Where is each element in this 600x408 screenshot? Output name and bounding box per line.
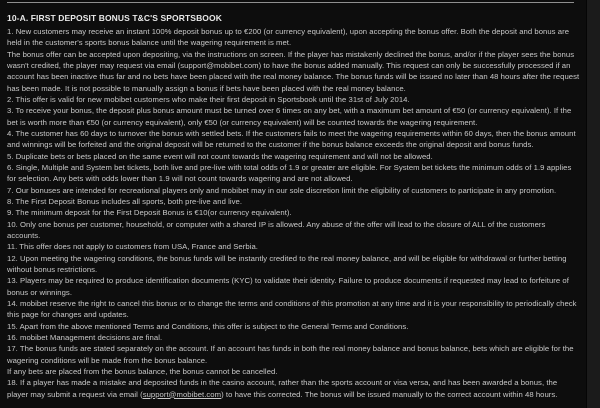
tc-paragraph-17: 17. The bonus funds are stated separately on the account. If an account has funds in both the real money balance and bonus balance, bets which are eligible for the wagering conditions will be made from the bonus balance. <box>7 344 574 365</box>
top-divider <box>7 2 574 3</box>
tc-paragraph-11: 11. This offer does not apply to customers from USA, France and Serbia. <box>7 242 258 252</box>
tc-paragraph-2: 2. This offer is valid for new mobibet customers who make their first deposit in Sportsbook until the 31st of July 2014. <box>7 94 410 104</box>
page-background-strip <box>586 0 600 408</box>
tc-paragraph-8: 8. The First Deposit Bonus includes all sports, both pre-live and live. <box>7 196 242 206</box>
tc-paragraph-1-continued: The bonus offer can be accepted upon depositing, via the instructions on screen. If the player has mistakenly declined the bonus, and/or if the player sees the bonus wasn't credited, the player may request via email (support@mobibet.com) to have the bonus added manually. This request can only be successfully processed if an account has been inactive thus far and no bets have been placed with the real money balance. The bonus funds will be issued no later than 48 hours after the request has been made. It is not possible to manually assign a bonus if bets have been placed with the real money balance. <box>7 49 580 93</box>
tc-paragraph-9: 9. The minimum deposit for the First Deposit Bonus is €10(or currency equivalent). <box>7 208 292 218</box>
tc-paragraph-15: 15. Apart from the above mentioned Terms and Conditions, this offer is subject to the General Terms and Conditions. <box>7 321 409 331</box>
tc-paragraph-13: 13. Players may be required to produce identification documents (KYC) to validate their identity. Failure to produce documents if requested may lead to forfeiture of bonus or winnings. <box>7 276 569 297</box>
page-title: 10-A. FIRST DEPOSIT BONUS T&C'S SPORTSBOOK <box>7 13 222 23</box>
tc-paragraph-6: 6. Single, Multiple and System bet tickets, both live and pre-live with total odds of 1.9 or greater are eligible. For System bet tickets the minimum odds of 1.9 applies for selection. Any bets with odds lower than 1.9 will not count towards wagering and are not allowed. <box>7 162 572 184</box>
tc-paragraph-3: 3. To receive your bonus, the deposit plus bonus amount must be turned over 6 times on any bet, with a maximum bet amount of €50 (or currency equivalent). If the bet is worth more than €50 (or currency equivalent), only €50 (or currency equivalent) will be counted towards the wagering requirement. <box>7 106 572 127</box>
tc-paragraph-4: 4. The customer has 60 days to turnover the bonus with settled bets. If the customers fails to meet the wagering requirements within 60 days, then the bonus amount and winnings will be forfeited and the original deposit will be returned to the customer if the bonus balance exceeds the original deposit and bonus funds. <box>7 128 576 150</box>
tc-paragraph-12: 12. Upon meeting the wagering conditions, the bonus funds will be instantly credited to the real money balance, and will be eligible for withdrawal or further betting without bonus restrictions. <box>7 253 567 274</box>
tc-paragraph-18 <box>7 377 580 400</box>
tc-paragraph-1: 1. New customers may receive an instant 100% deposit bonus up to €200 (or currency equivalent), upon accepting the bonus offer. Both the deposit and bonus are held in the customer's sports bonus balance until the wagering requirement is met. <box>7 27 570 48</box>
tc-paragraph-5: 5. Duplicate bets or bets placed on the same event will not count towards the wagering requirement and will not be allowed. <box>7 151 433 161</box>
tc-paragraph-10: 10. Only one bonus per customer, household, or computer with a shared IP is allowed. Any abuse of the offer will lead to the closure of ALL of the customers accounts. <box>7 219 546 240</box>
paragraph-text: ) to have this corrected. The bonus will be issued manually to the correct account within 48 hours. <box>221 389 558 399</box>
tc-paragraph-17-continued: If any bets are placed from the bonus balance, the bonus cannot be cancelled. <box>7 366 278 376</box>
tc-paragraph-16: 16. mobibet Management decisions are final. <box>7 332 163 342</box>
tc-paragraph-7: 7. Our bonuses are intended for recreational players only and mobibet may in our sole discretion limit the eligibility of customers to participate in any promotion. <box>7 185 557 195</box>
tc-paragraph-14: 14. mobibet reserve the right to cancel this bonus or to change the terms and conditions of this promotion at any time and it is your responsibility to periodically check this page for changes and updates. <box>7 298 577 320</box>
support-email-link[interactable]: support@mobibet.com <box>142 389 222 399</box>
paragraph-text: 18. If a player has made a mistake and deposited funds in the casino account, rather than the sports account or visa versa, and has been awarded a bonus, the player may submit a request via email ( <box>7 378 558 399</box>
